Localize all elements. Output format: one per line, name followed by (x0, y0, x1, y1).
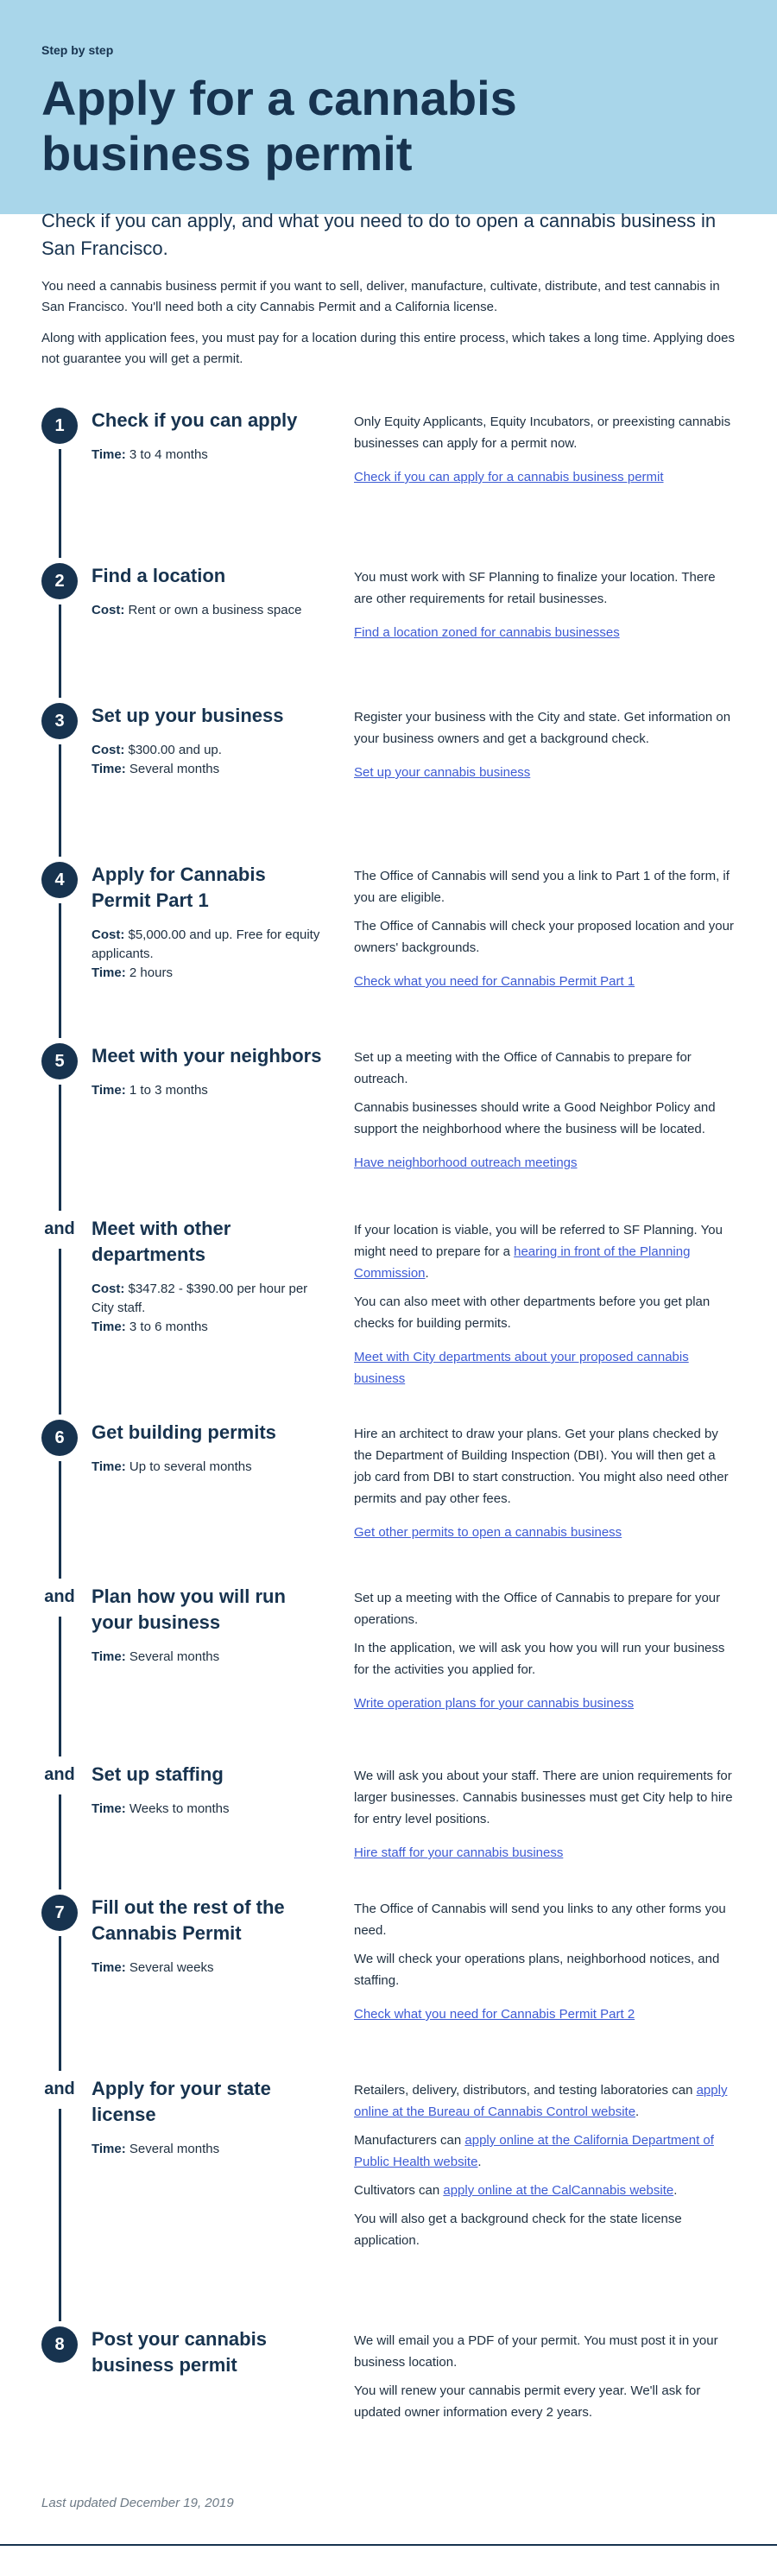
timeline-connector (59, 449, 61, 558)
step-paragraph: We will email you a PDF of your permit. You must post it in your business location. (354, 2333, 718, 2370)
meta-value: Up to several months (129, 1459, 252, 1474)
timeline-connector (59, 744, 61, 857)
step-paragraph: Hire an architect to draw your plans. Get your plans checked by the Department of Building Inspection (DBI). You will then get a job card from DBI to start construction. You might also need other permits and pay other fees. (354, 1427, 729, 1506)
timeline-connector (59, 1085, 61, 1211)
step-number-badge: 5 (41, 1043, 78, 1079)
step-paragraph: Set up a meeting with the Office of Cannabis to prepare for your operations. (354, 1591, 721, 1627)
timeline-connector (59, 903, 61, 1038)
step-meta (92, 1318, 323, 1337)
step-item (0, 703, 777, 862)
step-title: Post your cannabis business permit (92, 2328, 267, 2376)
paragraph-text: Manufacturers can (354, 2133, 465, 2148)
step-number-badge: 3 (41, 703, 78, 739)
step-title: Set up your business (92, 705, 284, 726)
step-marker (41, 1895, 92, 2076)
meta-key: Time: (92, 965, 126, 980)
step-paragraph: Cannabis businesses should write a Good Neighbor Policy and support the neighborhood where the business will be located. (354, 1100, 716, 1136)
meta-value: 2 hours (129, 965, 173, 980)
step-marker (41, 1420, 92, 1584)
intro-paragraph: You need a cannabis business permit if you want to sell, deliver, manufacture, cultivate, distribute, and test cannabis in San Francisco. You'll need both a city Cannabis Permit and a California license. (41, 279, 720, 314)
step-title: Set up staffing (92, 1763, 224, 1785)
step-title: Find a location (92, 565, 226, 586)
step-details (354, 2076, 736, 2326)
step-meta (92, 1959, 323, 1978)
meta-key: Cost: (92, 1282, 125, 1296)
step-marker (41, 2076, 92, 2326)
paragraph-text: . (673, 2183, 678, 2198)
meta-value: $5,000.00 and up. Free for equity applicants. (92, 927, 320, 961)
meta-key: Time: (92, 1649, 126, 1664)
meta-value: Several months (129, 762, 220, 776)
step-item (0, 1043, 777, 1216)
step-paragraph (354, 1291, 736, 1334)
inline-link[interactable]: hearing in front of the Planning Commission (354, 1244, 691, 1281)
step-paragraph: We will ask you about your staff. There are union requirements for larger businesses. Cannabis businesses must get City help to hire for entry level positions. (354, 1769, 733, 1826)
page-footer (0, 2496, 777, 2546)
step-meta (92, 1458, 323, 1477)
timeline-connector (59, 1617, 61, 1756)
step-link[interactable]: Write operation plans for your cannabis business (354, 1696, 635, 1711)
paragraph-text: . (477, 2155, 482, 2169)
step-title: Plan how you will run your business (92, 1585, 286, 1633)
step-summary (92, 1216, 354, 1420)
step-summary (92, 703, 354, 862)
step-link[interactable]: Meet with City departments about your proposed cannabis business (354, 1350, 689, 1386)
step-link[interactable]: Hire staff for your cannabis business (354, 1845, 564, 1860)
step-paragraph: Only Equity Applicants, Equity Incubators, or preexisting cannabis businesses can apply for a permit now. (354, 415, 731, 451)
step-details (354, 1762, 736, 1895)
timeline-connector (59, 1794, 61, 1889)
step-marker (41, 1584, 92, 1762)
step-marker (41, 2326, 92, 2473)
step-paragraph: The Office of Cannabis will send you links to any other forms you need. (354, 1902, 726, 1938)
step-number-badge: 4 (41, 862, 78, 898)
step-item (0, 2076, 777, 2326)
step-summary (92, 2076, 354, 2326)
step-details (354, 1420, 736, 1584)
step-summary (92, 862, 354, 1043)
step-marker (41, 862, 92, 1043)
step-paragraph: You must work with SF Planning to finalize your location. There are other requirements for retail businesses. (354, 570, 716, 606)
hero-banner (0, 0, 777, 259)
timeline-connector (59, 604, 61, 698)
meta-key: Time: (92, 1083, 126, 1098)
timeline-connector (59, 2109, 61, 2321)
meta-key: Time: (92, 1459, 126, 1474)
step-paragraph: You will renew your cannabis permit every year. We'll ask for updated owner information every 2 years. (354, 2383, 701, 2420)
step-paragraph: The Office of Cannabis will send you a link to Part 1 of the form, if you are eligible. (354, 869, 730, 905)
meta-key: Cost: (92, 927, 125, 942)
step-meta (92, 760, 323, 779)
step-number-badge: 6 (41, 1420, 78, 1456)
step-details (354, 1584, 736, 1762)
paragraph-text: If your location is viable, you will be referred to SF Planning. You might need to prepare for a (354, 1223, 723, 1259)
meta-value: Rent or own a business space (128, 603, 302, 617)
meta-value: 1 to 3 months (129, 1083, 208, 1098)
step-paragraph: Set up a meeting with the Office of Cannabis to prepare for outreach. (354, 1050, 692, 1086)
inline-link[interactable]: apply online at the Bureau of Cannabis Control website (354, 2083, 728, 2119)
meta-value: Several months (129, 1649, 220, 1664)
step-item (0, 408, 777, 563)
meta-key: Time: (92, 762, 126, 776)
step-link[interactable]: Check what you need for Cannabis Permit Part 2 (354, 2007, 635, 2022)
step-link[interactable]: Check if you can apply for a cannabis business permit (354, 470, 664, 484)
step-link[interactable]: Get other permits to open a cannabis business (354, 1525, 622, 1540)
step-meta (92, 926, 323, 964)
step-and-label: and (44, 2079, 75, 2098)
step-meta (92, 1081, 323, 1100)
step-item (0, 563, 777, 703)
step-summary (92, 408, 354, 563)
paragraph-text: . (635, 2104, 640, 2119)
step-link[interactable]: Find a location zoned for cannabis businesses (354, 625, 620, 640)
page-subtitle: Check if you can apply, and what you need to do to open a cannabis business in San Francisco. (41, 210, 717, 259)
meta-key: Time: (92, 2142, 126, 2156)
step-marker (41, 563, 92, 703)
paragraph-text: You can also meet with other departments before you get plan checks for building permits. (354, 1294, 711, 1331)
intro-paragraph: Along with application fees, you must pay for a location during this entire process, which takes a long time. Applying does not guarantee you will get a permit. (41, 331, 735, 366)
meta-key: Time: (92, 447, 126, 462)
step-meta (92, 601, 323, 620)
step-details (354, 1043, 736, 1216)
meta-value: Weeks to months (129, 1801, 230, 1816)
meta-value: 3 to 4 months (129, 447, 208, 462)
step-title: Apply for your state license (92, 2078, 271, 2125)
step-meta (92, 741, 323, 760)
meta-key: Time: (92, 1960, 126, 1975)
timeline-connector (59, 1461, 61, 1579)
step-and-label: and (44, 1765, 75, 1784)
paragraph-text: Retailers, delivery, distributors, and testing laboratories can (354, 2083, 697, 2098)
step-paragraph: In the application, we will ask you how you will run your business for the activities you applied for. (354, 1641, 725, 1677)
step-summary (92, 1762, 354, 1895)
step-item (0, 862, 777, 1043)
step-marker (41, 408, 92, 563)
step-summary (92, 563, 354, 703)
steps-list (0, 408, 777, 2473)
step-marker (41, 1043, 92, 1216)
step-summary (92, 1043, 354, 1216)
step-paragraph (354, 2180, 736, 2201)
step-marker (41, 1762, 92, 1895)
paragraph-text: . (425, 1266, 429, 1281)
paragraph-text: Cultivators can (354, 2183, 444, 2198)
meta-value: 3 to 6 months (129, 1320, 208, 1334)
step-meta (92, 2140, 323, 2159)
meta-key: Cost: (92, 743, 125, 757)
step-details (354, 2326, 736, 2473)
step-paragraph: We will check your operations plans, neighborhood notices, and staffing. (354, 1952, 720, 1988)
meta-value: $300.00 and up. (128, 743, 222, 757)
step-title: Apply for Cannabis Permit Part 1 (92, 864, 266, 911)
step-paragraph (354, 2130, 736, 2173)
step-title: Get building permits (92, 1421, 276, 1443)
step-details (354, 408, 736, 563)
step-details (354, 1216, 736, 1420)
last-updated: Last updated December 19, 2019 (41, 2496, 234, 2510)
step-meta (92, 964, 323, 983)
step-number-badge: 1 (41, 408, 78, 444)
step-meta (92, 1800, 323, 1819)
step-details (354, 862, 736, 1043)
step-link[interactable]: Have neighborhood outreach meetings (354, 1155, 578, 1170)
inline-link[interactable]: apply online at the CalCannabis website (443, 2183, 674, 2198)
page-title: Apply for a cannabis business permit (41, 71, 517, 180)
meta-key: Time: (92, 1320, 126, 1334)
step-title: Fill out the rest of the Cannabis Permit (92, 1896, 285, 1944)
step-item (0, 1420, 777, 1584)
step-details (354, 1895, 736, 2076)
step-summary (92, 1584, 354, 1762)
meta-value: $347.82 - $390.00 per hour per City staff. (92, 1282, 308, 1315)
step-summary (92, 1420, 354, 1584)
step-details (354, 563, 736, 703)
step-details (354, 703, 736, 862)
inline-link[interactable]: apply online at the California Department of Public Health website (354, 2133, 714, 2169)
step-paragraph (354, 2079, 736, 2123)
step-summary (92, 1895, 354, 2076)
meta-key: Cost: (92, 603, 125, 617)
step-link[interactable]: Set up your cannabis business (354, 765, 531, 780)
step-marker (41, 703, 92, 862)
step-title: Meet with other departments (92, 1218, 231, 1265)
paragraph-text: You will also get a background check for the state license application. (354, 2212, 682, 2248)
step-item (0, 1216, 777, 1420)
step-paragraph (354, 1219, 736, 1284)
step-and-label: and (44, 1219, 75, 1238)
step-meta (92, 1648, 323, 1667)
step-paragraph (354, 2208, 736, 2251)
step-title: Meet with your neighbors (92, 1045, 322, 1066)
step-paragraph: The Office of Cannabis will check your proposed location and your owners' backgrounds. (354, 919, 734, 955)
step-item (0, 1895, 777, 2076)
meta-value: Several months (129, 2142, 220, 2156)
step-item (0, 2326, 777, 2473)
step-summary (92, 2326, 354, 2473)
step-item (0, 1762, 777, 1895)
step-number-badge: 2 (41, 563, 78, 599)
eyebrow-label: Step by step (41, 43, 114, 57)
step-meta (92, 1280, 323, 1318)
timeline-connector (59, 1936, 61, 2071)
meta-key: Time: (92, 1801, 126, 1816)
meta-value: Several weeks (129, 1960, 214, 1975)
step-number-badge: 7 (41, 1895, 78, 1931)
step-and-label: and (44, 1587, 75, 1606)
step-link[interactable]: Check what you need for Cannabis Permit Part 1 (354, 974, 635, 989)
step-item (0, 1584, 777, 1762)
step-marker (41, 1216, 92, 1420)
step-paragraph: Register your business with the City and state. Get information on your business owners and get a background check. (354, 710, 731, 746)
step-title: Check if you can apply (92, 409, 298, 431)
timeline-connector (59, 1249, 61, 1415)
step-meta (92, 446, 323, 465)
step-number-badge: 8 (41, 2326, 78, 2363)
